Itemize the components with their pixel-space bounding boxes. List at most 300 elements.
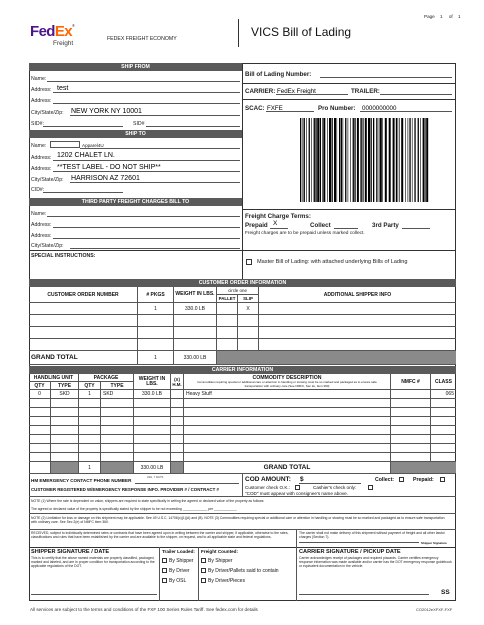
barcode-bar [334, 118, 336, 202]
carrier-empty-cell [101, 435, 134, 444]
cod-cashier-label: Cashier's check only: [313, 485, 357, 490]
barcode-bar [303, 118, 304, 202]
barcode-bar [343, 118, 344, 202]
ship-to-cid-label: CID#: [31, 187, 45, 193]
third-party-name-label: Name: [31, 211, 47, 217]
page-title: VICS Bill of Lading [251, 25, 352, 39]
received-divider [296, 529, 297, 547]
carrier-empty-cell [391, 417, 431, 426]
fc-by-shipper-label: By Shipper [208, 558, 233, 564]
freight-counted-label: Freight Counted: [201, 549, 238, 554]
barcode-bar [345, 118, 346, 202]
carrier-empty-cell [79, 444, 101, 453]
carrier-row-htype: SKD [51, 390, 79, 399]
carrier-right-text: The carrier shall not make delivery of this shipment without payment of freight and all other lawful charges (Section 7). [299, 531, 445, 540]
hm-phone-line [135, 483, 239, 484]
order-row-pkgs: 1 [138, 303, 174, 315]
col-h-qty: QTY [29, 382, 51, 390]
order-grand-total-pkgs: 1 [138, 351, 174, 365]
carrier-empty-cell [171, 435, 184, 444]
page-num: 1 [440, 14, 443, 19]
trailer-by-osl[interactable] [162, 578, 186, 584]
order-empty-row [238, 315, 259, 327]
carrier-empty-cell [171, 408, 184, 417]
carrier-empty-cell [134, 426, 171, 435]
col-description-title: COMMODITY DESCRIPTION [252, 375, 322, 382]
order-empty-row [259, 315, 456, 327]
order-row-weight: 330.0 LB [174, 303, 217, 315]
carrier-label: CARRIER: [245, 88, 276, 95]
ship-to-name-label: Name: [31, 143, 47, 149]
barcode-bar [300, 118, 301, 202]
col-additional-info: ADDITIONAL SHIPPER INFO [259, 287, 456, 303]
carrier-total-weight: 330.00 LB [134, 462, 171, 474]
note-2: NOTE (2) Limitation for loss or damage on this shipment may be applicable. See 49 U.S.C. 14706(c)(1)(A) and (B). NOTE (3) Commodities requiring special or additional care or attention in handling or stowing must be so marked and packaged as to ensure safe transportation with ordinary care. See Sec 2(e) of NMFC item 360. [31, 516, 445, 525]
barcode-bar [414, 118, 415, 202]
col-p-type: TYPE [101, 382, 134, 390]
ship-to-cid-line [43, 192, 123, 193]
footer-text: All services are subject to the terms and conditions of the FXF 100 Series Rules Tariff. See fedex.com for details [30, 607, 258, 612]
barcode-bar [380, 118, 382, 202]
checkbox-icon [162, 568, 167, 573]
barcode-bar [376, 118, 377, 202]
checkbox-icon [162, 578, 167, 583]
carrier-empty-cell [79, 426, 101, 435]
carrier-empty-cell [391, 408, 431, 417]
received-text: RECEIVED, subject to individually determined rates or contracts that have been agreed upon in writing between the carrier and shipper, if applicable, otherwise to the rates, classifications and rules that have been established by the carrier and are available to the shipper, on request, and to all applicable state and federal regulations. [31, 531, 289, 540]
page-label: Page [424, 14, 435, 19]
barcode-bar [322, 118, 323, 202]
freight-terms-label: Freight Charge Terms: [245, 213, 311, 220]
carrier-empty-cell [51, 426, 79, 435]
customer-order-header: CUSTOMER ORDER INFORMATION [29, 279, 456, 287]
carrier-empty-cell [29, 453, 51, 462]
carrier-row-weight: 330.0 LB [134, 390, 171, 399]
fc-by-driver-pieces-label: By Driver/Pieces [208, 578, 245, 584]
master-bol-label: Master Bill of Lading: with attached underlying Bills of Lading [257, 259, 408, 265]
fc-by-shipper[interactable] [201, 558, 232, 564]
order-empty-row [29, 339, 138, 351]
ship-from-address-line [53, 92, 240, 93]
carrier-empty-cell [101, 426, 134, 435]
ship-from-csz-label: City/State/Zip: [31, 110, 64, 116]
order-row-slip: X [238, 303, 259, 315]
cod-amount-value: $ [300, 476, 304, 483]
barcode-bar [398, 118, 399, 202]
carrier-total-pqty: 1 [79, 462, 101, 474]
ship-from-name-label: Name: [31, 76, 47, 82]
carrier-empty-cell [51, 453, 79, 462]
prepaid-mark: X [273, 220, 278, 227]
carrier-empty-cell [184, 435, 391, 444]
order-empty-row [138, 327, 174, 339]
pro-line [360, 111, 452, 112]
carrier-empty-cell [134, 453, 171, 462]
ship-to-address-line [53, 160, 240, 161]
barcode-bar [360, 118, 361, 202]
carrier-empty-cell [134, 408, 171, 417]
col-class: CLASS [431, 374, 456, 390]
carrier-empty-cell [29, 444, 51, 453]
fc-by-driver-pieces[interactable] [201, 578, 245, 584]
carrier-total-htype [51, 462, 79, 474]
bol-divider-3 [242, 209, 456, 210]
ship-to-csz-line [70, 182, 240, 183]
ship-from-address-value: test [57, 85, 69, 92]
carrier-total-hqty [29, 462, 51, 474]
barcode-bar [382, 118, 383, 202]
barcode-bar [357, 118, 359, 202]
carrier-empty-cell [431, 435, 456, 444]
barcode-bar [418, 118, 419, 202]
carrier-empty-cell [134, 399, 171, 408]
scac-value: FXFE [267, 105, 283, 112]
ship-from-address-label: Address: [31, 87, 52, 93]
carrier-empty-cell [29, 417, 51, 426]
carrier-row-pqty: 1 [79, 390, 101, 399]
barcode-bar [365, 118, 367, 202]
carrier-empty-cell [171, 444, 184, 453]
ship-to-address-label: Address: [31, 155, 52, 161]
cod-section [243, 474, 456, 497]
order-empty-row [29, 327, 138, 339]
carrier-empty-cell [431, 408, 456, 417]
barcode-bar [393, 118, 395, 202]
cod-amount-label: COD AMOUNT: [245, 476, 291, 483]
carrier-empty-cell [184, 417, 391, 426]
third-party-address-line [53, 227, 240, 228]
carrier-row-desc: Heavy Stuff [184, 390, 391, 399]
trailer-by-shipper[interactable] [162, 558, 193, 564]
ship-to-address2-value: **TEST LABEL - DO NOT SHIP** [57, 164, 161, 171]
ss-mark: SS [441, 589, 450, 596]
footer-code: CO2012eXFXF-FXF [416, 607, 453, 612]
carrier-empty-cell [101, 417, 134, 426]
carrier-empty-cell [51, 435, 79, 444]
checkbox-icon [201, 578, 206, 583]
ship-to-address-value: 1202 CHALET LN. [57, 152, 115, 159]
bol-divider-2 [242, 99, 456, 100]
page-counter [424, 14, 461, 19]
barcode-bar [371, 118, 372, 202]
order-empty-row [138, 339, 174, 351]
cod-cashier-checkbox[interactable] [368, 485, 373, 490]
registered-provider-label: CUSTOMER REGISTERED W/EMERGENCY RESPONSE INFO. PROVIDER # / CONTRACT # [31, 487, 219, 492]
barcode-bar [306, 118, 307, 202]
barcode-bar [311, 118, 312, 202]
col-order-number: CUSTOMER ORDER NUMBER [29, 287, 138, 303]
notes-divider-3 [29, 547, 456, 548]
page-total: 1 [457, 14, 461, 19]
sig-divider-1 [159, 547, 160, 601]
ship-from-address2-line [53, 103, 240, 104]
barcode-bar [373, 118, 374, 202]
col-hm: (X) H.M. [171, 374, 184, 390]
order-row-pallet [217, 303, 238, 315]
checkbox-icon [162, 558, 167, 563]
barcode-bar [420, 118, 421, 202]
sig-divider-3 [296, 547, 297, 601]
fc-by-driver-pallets[interactable] [201, 568, 279, 574]
carrier-empty-cell [79, 435, 101, 444]
order-row-info [259, 303, 456, 315]
trailer-label: TRAILER: [351, 88, 380, 95]
ship-to-name-value: Apparel4U [82, 143, 104, 148]
barcode-bar [353, 118, 354, 202]
sig-divider-2 [198, 547, 199, 601]
carrier-empty-cell [134, 417, 171, 426]
barcode-bar [385, 118, 387, 202]
carrier-empty-cell [391, 453, 431, 462]
bol-number-line [320, 77, 452, 78]
ship-to-name-line [80, 148, 240, 149]
shipper-sig-small-line [299, 542, 419, 543]
carrier-empty-cell [101, 444, 134, 453]
carrier-row-hm [171, 390, 184, 399]
third-party-header: THIRD PARTY FREIGHT CHARGES BILL TO [29, 198, 242, 206]
note-1b: The agreed or declared value of the property is specifically stated by the shipper to be not exceeding _____________ per ____________ [31, 507, 237, 511]
barcode-bar [329, 118, 331, 202]
order-empty-row [217, 327, 238, 339]
order-empty-row [238, 327, 259, 339]
carrier-empty-cell [184, 453, 391, 462]
ship-from-sid2-label: SID# [133, 121, 145, 127]
barcode-bar [317, 118, 319, 202]
header-divider [238, 19, 239, 47]
order-grand-total-weight: 330.00 LB [174, 351, 217, 365]
barcode-bar [348, 118, 349, 202]
order-empty-row [238, 339, 259, 351]
carrier-empty-cell [134, 435, 171, 444]
collect-label: Collect [310, 222, 331, 229]
barcode-bar [315, 118, 316, 202]
carrier-empty-cell [431, 444, 456, 453]
cod-collect-checkbox[interactable] [399, 477, 404, 482]
carrier-info-header: CARRIER INFORMATION [29, 366, 456, 374]
cod-check-checkbox[interactable] [295, 485, 300, 490]
bol-number-label: Bill of Lading Number: [245, 71, 312, 78]
carrier-row-nmfc [391, 390, 431, 399]
col-description [184, 374, 391, 390]
trailer-line [380, 94, 452, 95]
ship-from-name-line [47, 81, 240, 82]
ship-from-csz-value: NEW YORK NY 10001 [71, 108, 142, 115]
carrier-empty-cell [184, 426, 391, 435]
carrier-empty-cell [171, 399, 184, 408]
shipper-sig-small-label: Shipper Signature [421, 541, 447, 545]
trailer-by-driver[interactable] [162, 568, 190, 574]
carrier-total-ptype [101, 462, 134, 474]
carrier-empty-cell [79, 417, 101, 426]
col-description-note: Commodities requiring special or additional care or attention in handling or stowing must be so marked and packaged as to ensure safe transportation with ordinary care (See NMFC, Sec 2e, Item 360) [197, 380, 377, 388]
third-party-address2-label: Address: [31, 233, 52, 239]
carrier-empty-cell [391, 399, 431, 408]
shipper-signature-line[interactable] [31, 594, 157, 595]
third-party-term-label: 3rd Party [372, 222, 399, 229]
col-package: PACKAGE [79, 374, 134, 382]
carrier-empty-cell [29, 399, 51, 408]
ship-to-header: SHIP TO [29, 130, 242, 138]
carrier-empty-cell [29, 408, 51, 417]
fedex-logo [30, 23, 75, 41]
carrier-total-rest [391, 462, 456, 474]
carrier-empty-cell [391, 426, 431, 435]
prepaid-label: Prepaid [245, 222, 268, 229]
shipper-signature-label: SHIPPER SIGNATURE / DATE [31, 549, 110, 555]
ship-to-csz-label: City/State/Zip: [31, 177, 64, 183]
order-empty-row [217, 339, 238, 351]
cod-amount-line [299, 483, 361, 484]
barcode-bar [350, 118, 351, 202]
carrier-empty-cell [51, 399, 79, 408]
ship-from-csz-line [70, 115, 240, 116]
carrier-empty-cell [79, 399, 101, 408]
freight-terms-note: Freight charges are to be prepaid unless marked collect. [245, 231, 365, 236]
cod-prepaid-label: Prepaid: [413, 477, 434, 483]
logo-reg: ® [72, 23, 75, 28]
carrier-line [276, 94, 348, 95]
carrier-empty-cell [431, 399, 456, 408]
col-pkgs: # PKGS [138, 287, 174, 303]
carrier-total-hm [171, 462, 184, 474]
barcode-bar [341, 118, 342, 202]
barcode-bar [354, 118, 355, 202]
order-empty-row [217, 315, 238, 327]
order-empty-row [259, 327, 456, 339]
col-p-qty: QTY [79, 382, 101, 390]
col-weight: WEIGHT IN LBS. [174, 287, 217, 303]
barcode-bar [339, 118, 340, 202]
logo-freight: Freight [53, 40, 74, 47]
service-name: FEDEX FREIGHT ECONOMY [107, 36, 177, 42]
order-row-number [29, 303, 138, 315]
carrier-signature-label: CARRIER SIGNATURE / PICKUP DATE [299, 549, 401, 555]
carrier-empty-cell [431, 426, 456, 435]
third-party-term-line [402, 228, 430, 229]
cod-check-label: Customer check O.K.: [245, 485, 290, 490]
carrier-grand-total-label: GRAND TOTAL [184, 462, 391, 474]
barcode-bar [368, 118, 370, 202]
carrier-empty-cell [79, 408, 101, 417]
customer-order-table [29, 287, 456, 365]
top-divider [242, 63, 243, 279]
carrier-empty-cell [79, 453, 101, 462]
order-grand-total-blank [217, 351, 456, 365]
carrier-empty-cell [184, 408, 391, 417]
special-instructions-label: SPECIAL INSTRUCTIONS: [31, 253, 96, 259]
carrier-empty-cell [391, 435, 431, 444]
carrier-row-hqty: 0 [29, 390, 51, 399]
barcode-bar [426, 118, 428, 202]
barcode [300, 118, 432, 202]
third-party-address2-line [53, 238, 240, 239]
carrier-info-table [29, 374, 456, 474]
barcode-bar [337, 118, 338, 202]
barcode-bar [396, 118, 397, 202]
order-empty-row [138, 315, 174, 327]
barcode-bar [314, 118, 315, 202]
carrier-empty-cell [101, 408, 134, 417]
barcode-bar [409, 118, 410, 202]
scac-line [266, 111, 314, 112]
ship-from-sid-line [43, 126, 123, 127]
cod-prepaid-checkbox[interactable] [440, 477, 445, 482]
carrier-empty-cell [431, 453, 456, 462]
barcode-bar [408, 118, 409, 202]
barcode-bar [320, 118, 321, 202]
order-empty-row [174, 327, 217, 339]
carrier-empty-cell [184, 444, 391, 453]
carrier-empty-cell [51, 444, 79, 453]
ship-from-sid-label: SID#: [31, 121, 44, 127]
carrier-empty-cell [29, 426, 51, 435]
col-circle-one: circle one [217, 287, 259, 295]
order-empty-row [174, 339, 217, 351]
ship-to-csz-value: HARRISON AZ 72601 [71, 175, 140, 182]
trailer-by-osl-label: By OSL [169, 578, 187, 584]
pro-value: 0000000000 [362, 105, 397, 112]
ship-from-address2-label: Address: [31, 98, 52, 104]
order-empty-row [174, 315, 217, 327]
carrier-empty-cell [391, 444, 431, 453]
of-label: of [448, 14, 453, 19]
emergency-section [29, 474, 243, 497]
col-c-weight: WEIGHT IN LBS. [134, 374, 171, 390]
barcode-bar [399, 118, 400, 202]
carrier-signature-text: Carrier acknowledges receipt of packages and required placards. Carrier certifies emergency response information was made available and/or carrier has the DOT emergency response guidebook or equivalent documentation in the vehicle. [299, 556, 452, 569]
carrier-value: FedEx Freight [277, 88, 316, 95]
col-pallet: PALLET [217, 295, 238, 303]
carrier-row-ptype: SKD [101, 390, 134, 399]
ship-from-sid2-line [146, 126, 240, 127]
trailer-loaded-label: Trailer Loaded: [162, 549, 195, 554]
order-empty-row [29, 315, 138, 327]
barcode-bar [379, 118, 380, 202]
barcode-bar [401, 118, 403, 202]
ship-from-header: SHIP FROM [29, 63, 242, 71]
shipper-signature-text: This is to certify that the above named materials are properly classified, packaged, marked and labeled, and are in proper condition for transportation according to the applicable regulations of the DOT. [31, 556, 155, 569]
special-divider [29, 250, 242, 251]
barcode-bar [323, 118, 325, 202]
carrier-empty-cell [29, 435, 51, 444]
col-slip: SLIP [238, 295, 259, 303]
checkbox-icon [201, 568, 206, 573]
col-handling-unit: HANDLING UNIT [29, 374, 79, 382]
collect-line [334, 228, 358, 229]
barcode-bar [327, 118, 328, 202]
cod-note: "COD" must appear with consignee's name above. [245, 491, 348, 496]
trailer-by-shipper-label: By Shipper [169, 558, 194, 564]
barcode-bar [405, 118, 406, 202]
carrier-empty-cell [51, 417, 79, 426]
carrier-empty-cell [51, 408, 79, 417]
third-party-address-label: Address: [31, 222, 52, 228]
carrier-empty-cell [171, 417, 184, 426]
carrier-signature-line[interactable] [299, 594, 429, 595]
notes-divider-1 [29, 513, 456, 514]
cod-collect-label: Collect: [375, 477, 395, 483]
ship-to-address2-label: Address: [31, 166, 52, 172]
bol-divider-4 [242, 250, 456, 251]
barcode-bar [363, 118, 364, 202]
master-bol-checkbox[interactable] [246, 259, 252, 265]
logo-fed: Fed [30, 23, 55, 40]
carrier-empty-cell [431, 417, 456, 426]
col-h-type: TYPE [51, 382, 79, 390]
pro-label: Pro Number: [318, 105, 356, 112]
carrier-empty-cell [171, 426, 184, 435]
barcode-bar [425, 118, 426, 202]
